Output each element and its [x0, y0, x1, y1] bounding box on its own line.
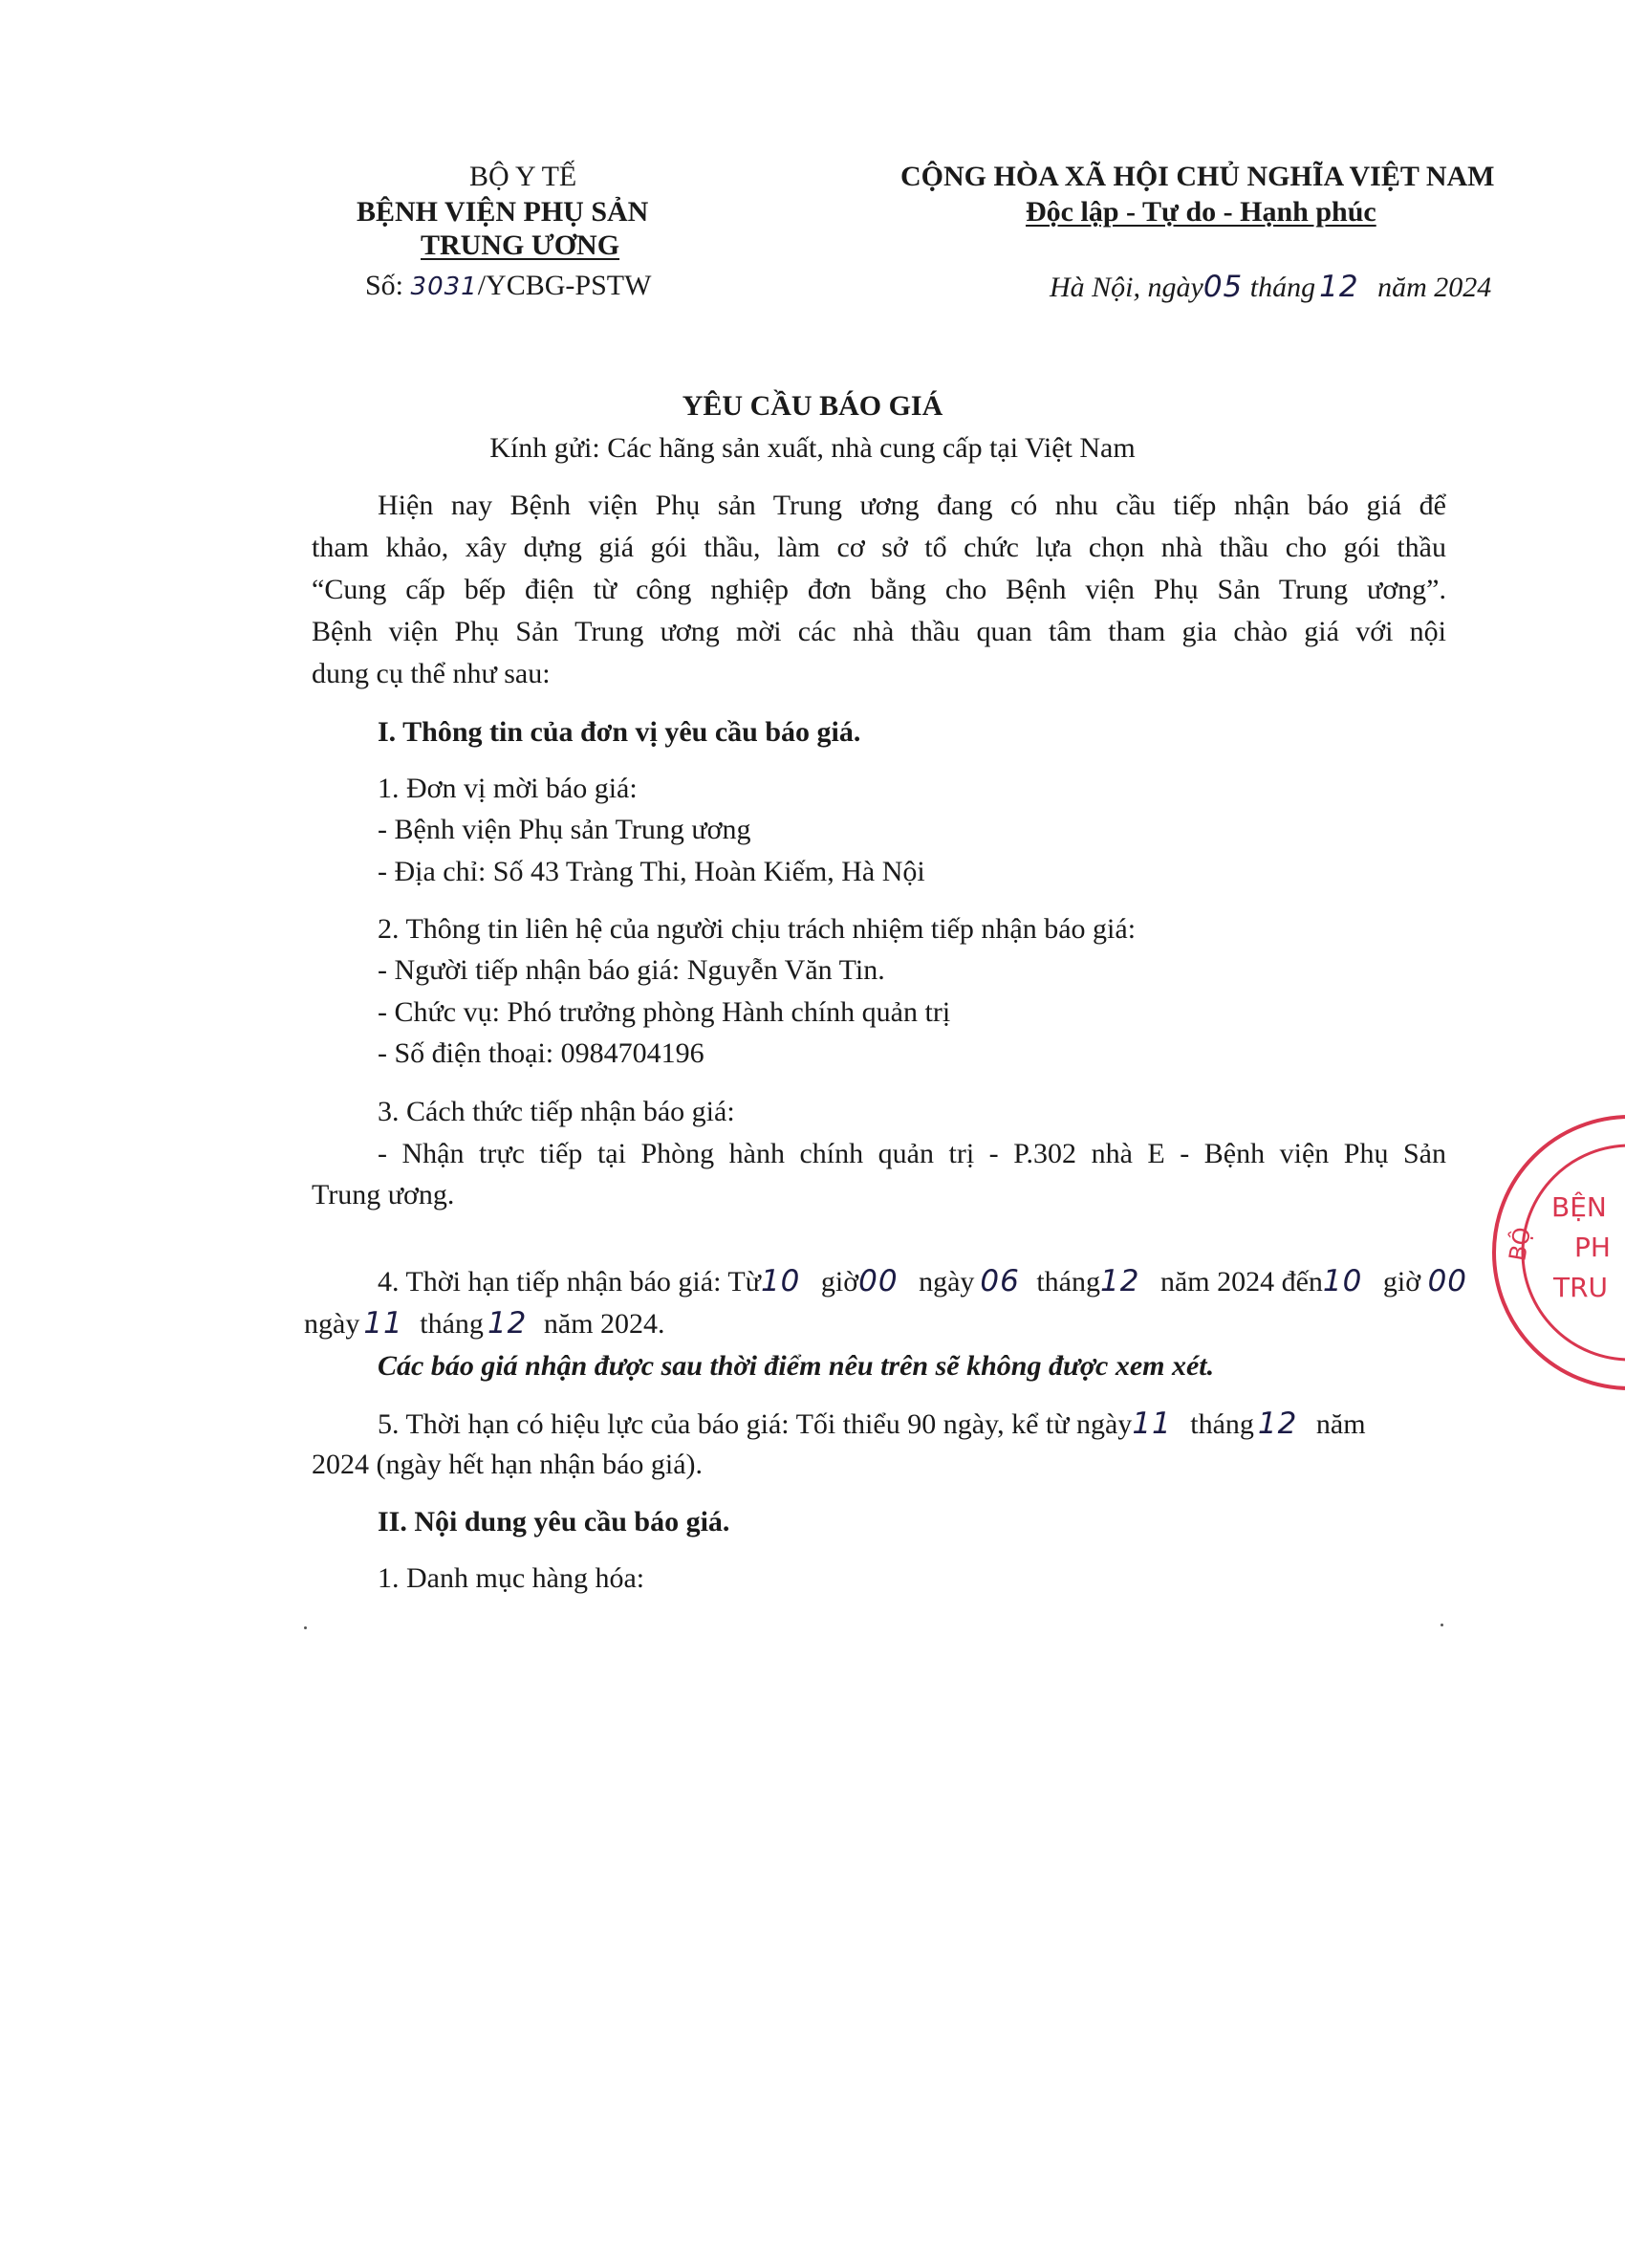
item-2-line-1: - Người tiếp nhận báo giá: Nguyễn Văn Tin. — [378, 954, 885, 986]
date-day: 05 — [1202, 270, 1244, 304]
intro-line-4: Bệnh viện Phụ Sản Trung ương mời các nhà thầu quan tâm tham gia chào giá với nội — [312, 616, 1446, 647]
recipient-line: Kính gửi: Các hãng sản xuất, nhà cung cấp tại Việt Nam — [489, 432, 1136, 464]
document-number — [365, 270, 651, 302]
item-4-from-minute: 00 — [858, 1264, 899, 1298]
item-3-line-1: - Nhận trực tiếp tại Phòng hành chính quản trị - P.302 nhà E - Bệnh viện Phụ Sản — [378, 1138, 1446, 1169]
item-1-line-2: - Địa chỉ: Số 43 Tràng Thi, Hoàn Kiếm, Hà Nội — [378, 856, 925, 887]
item-4-line-1 — [378, 1264, 1467, 1298]
section-2-item-1: 1. Danh mục hàng hóa: — [378, 1562, 645, 1594]
item-3-label: 3. Cách thức tiếp nhận báo giá: — [378, 1096, 735, 1127]
item-4-from-day: 06 — [980, 1264, 1020, 1298]
item-5-month: 12 — [1257, 1407, 1298, 1441]
country-name: CỘNG HÒA XÃ HỘI CHỦ NGHĨA VIỆT NAM — [900, 161, 1495, 192]
date-prefix: Hà Nội, ngày — [1050, 272, 1203, 303]
item-2-label: 2. Thông tin liên hệ của người chịu trách nhiệm tiếp nhận báo giá: — [378, 913, 1137, 945]
date-month-label: tháng — [1249, 272, 1316, 303]
item-4-month-label: tháng — [1036, 1266, 1100, 1298]
item-4-from-label: 4. Thời hạn tiếp nhận báo giá: Từ — [378, 1266, 761, 1298]
item-4-day-label-2: ngày — [304, 1308, 360, 1340]
item-4-month-label-2: tháng — [420, 1308, 484, 1340]
item-5-line-2: 2024 (ngày hết hạn nhận báo giá). — [312, 1449, 704, 1480]
doc-no-prefix: Số: — [365, 270, 404, 301]
item-4-year-label: năm 2024. — [543, 1308, 665, 1340]
item-3-line-2: Trung ương. — [312, 1179, 455, 1210]
item-5-year-label: năm — [1315, 1408, 1366, 1440]
stamp-line-3: TRU — [1553, 1272, 1609, 1303]
scan-speck — [1441, 1624, 1443, 1626]
stamp-line-2: PH — [1574, 1232, 1611, 1263]
hospital-name-line1: BỆNH VIỆN PHỤ SẢN — [357, 196, 649, 228]
item-1-line-1: - Bệnh viện Phụ sản Trung ương — [378, 814, 751, 845]
national-motto: Độc lập - Tự do - Hạnh phúc — [1026, 196, 1376, 228]
item-5-month-label: tháng — [1190, 1408, 1254, 1440]
item-5-text: 5. Thời hạn có hiệu lực của báo giá: Tối thiểu 90 ngày, kể từ ngày — [378, 1408, 1133, 1440]
intro-line-1: Hiện nay Bệnh viện Phụ sản Trung ương đang có nhu cầu tiếp nhận báo giá để — [378, 490, 1446, 521]
item-5-day: 11 — [1132, 1407, 1172, 1441]
item-4-hour-label: giờ — [820, 1266, 859, 1298]
stamp-line-1: BỆN — [1551, 1191, 1607, 1223]
intro-line-5: dung cụ thể như sau: — [312, 658, 551, 689]
item-4-from-hour: 10 — [760, 1264, 801, 1298]
doc-no-handwritten: 3031 — [410, 273, 478, 301]
date-year: năm 2024 — [1377, 272, 1492, 303]
stamp-arc-text: BỘ — [1504, 1225, 1537, 1264]
item-4-year-to-label: năm 2024 đến — [1159, 1266, 1323, 1298]
intro-line-2: tham khảo, xây dựng giá gói thầu, làm cơ sở tổ chức lựa chọn nhà thầu cho gói thầu — [312, 532, 1446, 563]
deadline-note: Các báo giá nhận được sau thời điểm nêu trên sẽ không được xem xét. — [378, 1350, 1215, 1382]
document-title: YÊU CẦU BÁO GIÁ — [682, 390, 943, 422]
ministry-name: BỘ Y TẾ — [469, 161, 577, 192]
item-5-line-1 — [378, 1407, 1366, 1441]
issue-date — [1050, 270, 1491, 304]
intro-line-3: “Cung cấp bếp điện từ công nghiệp đơn bằng cho Bệnh viện Phụ Sản Trung ương”. — [312, 574, 1446, 605]
item-4-to-day: 11 — [363, 1306, 403, 1341]
item-4-to-month: 12 — [487, 1306, 528, 1341]
item-4-day-label: ngày — [919, 1266, 975, 1298]
item-4-hour-label-2: giờ — [1382, 1266, 1421, 1298]
date-month: 12 — [1319, 270, 1359, 304]
section-2-heading: II. Nội dung yêu cầu báo giá. — [378, 1506, 730, 1537]
item-1-label: 1. Đơn vị mời báo giá: — [378, 773, 638, 804]
hospital-name-line2: TRUNG ƯƠNG — [421, 229, 620, 261]
item-2-line-3: - Số điện thoại: 0984704196 — [378, 1037, 704, 1069]
item-2-line-2: - Chức vụ: Phó trưởng phòng Hành chính quản trị — [378, 996, 951, 1028]
item-4-to-minute: 00 — [1427, 1264, 1468, 1298]
item-4-from-month: 12 — [1100, 1264, 1140, 1298]
doc-no-suffix: /YCBG-PSTW — [477, 270, 652, 301]
item-4-line-2 — [304, 1306, 665, 1341]
item-4-to-hour: 10 — [1322, 1264, 1363, 1298]
section-1-heading: I. Thông tin của đơn vị yêu cầu báo giá. — [378, 716, 861, 748]
hospital-stamp — [1486, 1109, 1625, 1396]
scan-speck — [304, 1626, 307, 1629]
